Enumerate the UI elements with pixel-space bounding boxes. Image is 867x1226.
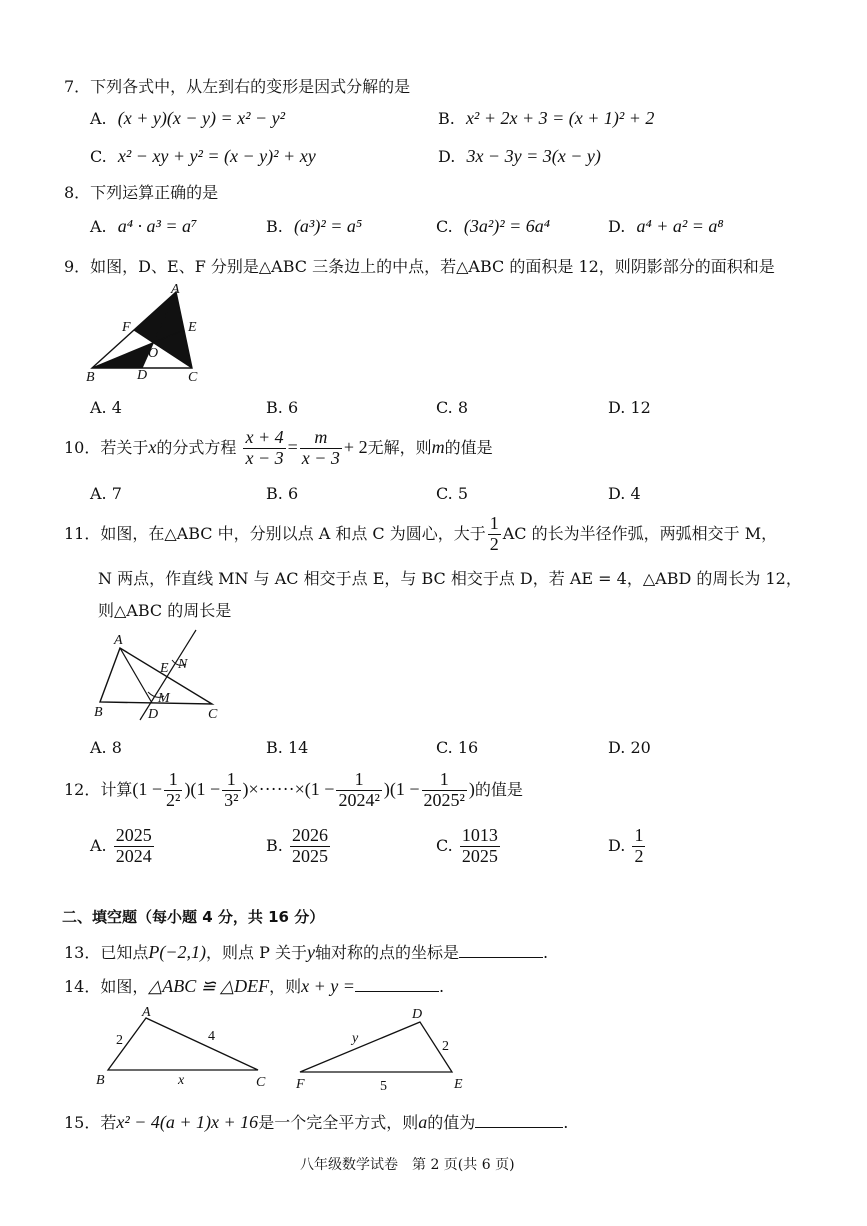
q14-side-ac: 4 [208, 1029, 215, 1044]
q12-term4-fraction: $\frac{1}{\text{2025²}}$ [423, 769, 465, 810]
q12-option-a: A. $\frac{2025}{2024}$ [90, 825, 152, 866]
q11-label-e: E [160, 661, 169, 676]
q13-stem: 13．已知点P(−2,1)，则点 P 关于y轴对称的点的坐标是 . [64, 942, 549, 962]
q12-term3-fraction: $\frac{1}{\text{2024²}}$ [338, 769, 380, 810]
q9-label-e: E [188, 320, 197, 335]
q14-label-f: F [296, 1077, 305, 1092]
q10-option-a: A. 7 [90, 484, 122, 503]
page-footer: 八年级数学试卷 第 2 页(共 6 页) [300, 1157, 515, 1173]
q8-option-a: A. a⁴ · a³ = a⁷ [90, 216, 198, 236]
q9-stem: 9．如图，D、E、F 分别是△ABC 三条边上的中点，若△ABC 的面积是 12，则阴影部分的面积和是 [64, 257, 775, 276]
q9-option-b: B. 6 [266, 398, 299, 417]
q8-option-b: B. (a³)² = a⁵ [266, 216, 363, 236]
q9-triangle-figure [84, 282, 214, 384]
q14-stem: 14．如图，△ABC ≌ △DEF，则x + y = . [64, 976, 445, 996]
q8-option-c: C. (3a²)² = 6a⁴ [436, 216, 551, 236]
q15-stem: 15．若x² − 4(a + 1)x + 16是一个完全平方式，则a的值为 . [64, 1112, 569, 1132]
q11-label-a: A [114, 633, 123, 648]
q7-stem: 7．下列各式中，从左到右的变形是因式分解的是 [64, 77, 411, 96]
q11-stem-line1: 11．如图，在△ABC 中，分别以点 A 和点 C 为圆心，大于 $\frac{1}{2}$ AC 的长为半径作弧，两弧相交于 M， [64, 513, 778, 554]
q7-option-b: B. x² + 2x + 3 = (x + 1)² + 2 [438, 108, 655, 128]
q11-option-b: B. 14 [266, 738, 309, 757]
q9-option-d: D. 12 [608, 398, 651, 417]
q9-label-d: D [137, 368, 148, 383]
q14-triangle-abc [108, 1018, 258, 1070]
q14-label-c: C [256, 1075, 266, 1090]
q9-label-a: A [171, 282, 180, 297]
q10-fraction-left: $\frac{x + 4}{x - 3}$ [245, 427, 284, 468]
q12-option-d: D. $\frac{1}{2}$ [608, 825, 644, 866]
q7-option-d: D. 3x − 3y = 3(x − y) [438, 146, 601, 166]
q10-option-c: C. 5 [436, 484, 469, 503]
q14-answer-blank[interactable] [355, 977, 439, 992]
q15-answer-blank[interactable] [475, 1113, 563, 1128]
q11-stem-line2: N 两点，作直线 MN 与 AC 相交于点 E，与 BC 相交于点 D，若 AE = 4，△ABD 的周长为 12， [98, 569, 802, 588]
q14-label-d: D [412, 1007, 423, 1022]
q14-triangle-def [300, 1022, 452, 1072]
q14-triangles-figure [90, 1002, 480, 1094]
q14-side-ab: 2 [116, 1033, 123, 1048]
q8-option-d: D. a⁴ + a² = a⁸ [608, 216, 724, 236]
q9-label-b: B [86, 370, 95, 384]
q12-option-b: B. $\frac{2026}{2025}$ [266, 825, 328, 866]
q14-side-bc: x [178, 1073, 185, 1088]
q11-label-b: B [94, 705, 103, 720]
q9-label-o: O [148, 346, 159, 361]
q11-label-d: D [148, 707, 159, 722]
q8-stem: 8．下列运算正确的是 [64, 183, 219, 202]
q10-fraction-right: $\frac{m}{x - 3}$ [301, 427, 340, 468]
q7-option-a: A. (x + y)(x − y) = x² − y² [90, 108, 286, 128]
q14-label-e: E [454, 1077, 463, 1092]
q11-segment-ad [120, 648, 152, 703]
q14-side-de: 2 [442, 1039, 449, 1054]
q11-half-fraction: $\frac{1}{2}$ [489, 513, 499, 554]
q12-stem: 12．计算(1 − $\frac{1}{\text{2²}}$ )(1 − $\frac{1}{\text{3²}}$ )×······×(1 − $\frac{1}{\text{2024²}}$ )(1 − $\frac{1}{\text{2025²}}$ )的值是 [64, 769, 523, 810]
q7-option-c: C. x² − xy + y² = (x − y)² + xy [90, 146, 316, 166]
q11-option-d: D. 20 [608, 738, 651, 757]
q14-label-a: A [142, 1005, 151, 1020]
q14-side-df: y [352, 1031, 359, 1046]
q11-stem-line3: 则△ABC 的周长是 [98, 601, 232, 620]
q9-label-f: F [122, 320, 131, 335]
q10-option-d: D. 4 [608, 484, 641, 503]
q14-label-b: B [96, 1073, 105, 1088]
q11-option-c: C. 16 [436, 738, 479, 757]
q10-stem: 10．若关于x的分式方程 $\frac{x + 4}{x - 3}$ = $\frac{m}{x - 3}$ + 2无解，则m的值是 [64, 427, 493, 468]
section-title-fill-in: 二、填空题（每小题 4 分，共 16 分） [62, 908, 325, 926]
q10-option-b: B. 6 [266, 484, 299, 503]
q13-answer-blank[interactable] [459, 943, 543, 958]
q9-option-a: A. 4 [90, 398, 122, 417]
q11-triangle-abc [100, 648, 212, 704]
q14-side-fe: 5 [380, 1079, 387, 1094]
q11-label-m: M [158, 691, 170, 706]
q11-triangle-figure [90, 626, 230, 722]
q12-term1-fraction: $\frac{1}{\text{2²}}$ [166, 769, 181, 810]
q12-term2-fraction: $\frac{1}{\text{3²}}$ [224, 769, 239, 810]
q11-label-c: C [208, 707, 218, 722]
q11-label-n: N [178, 657, 188, 672]
q12-option-c: C. $\frac{1013}{2025}$ [436, 825, 498, 866]
q9-option-c: C. 8 [436, 398, 469, 417]
q9-label-c: C [188, 370, 198, 384]
q11-option-a: A. 8 [90, 738, 122, 757]
